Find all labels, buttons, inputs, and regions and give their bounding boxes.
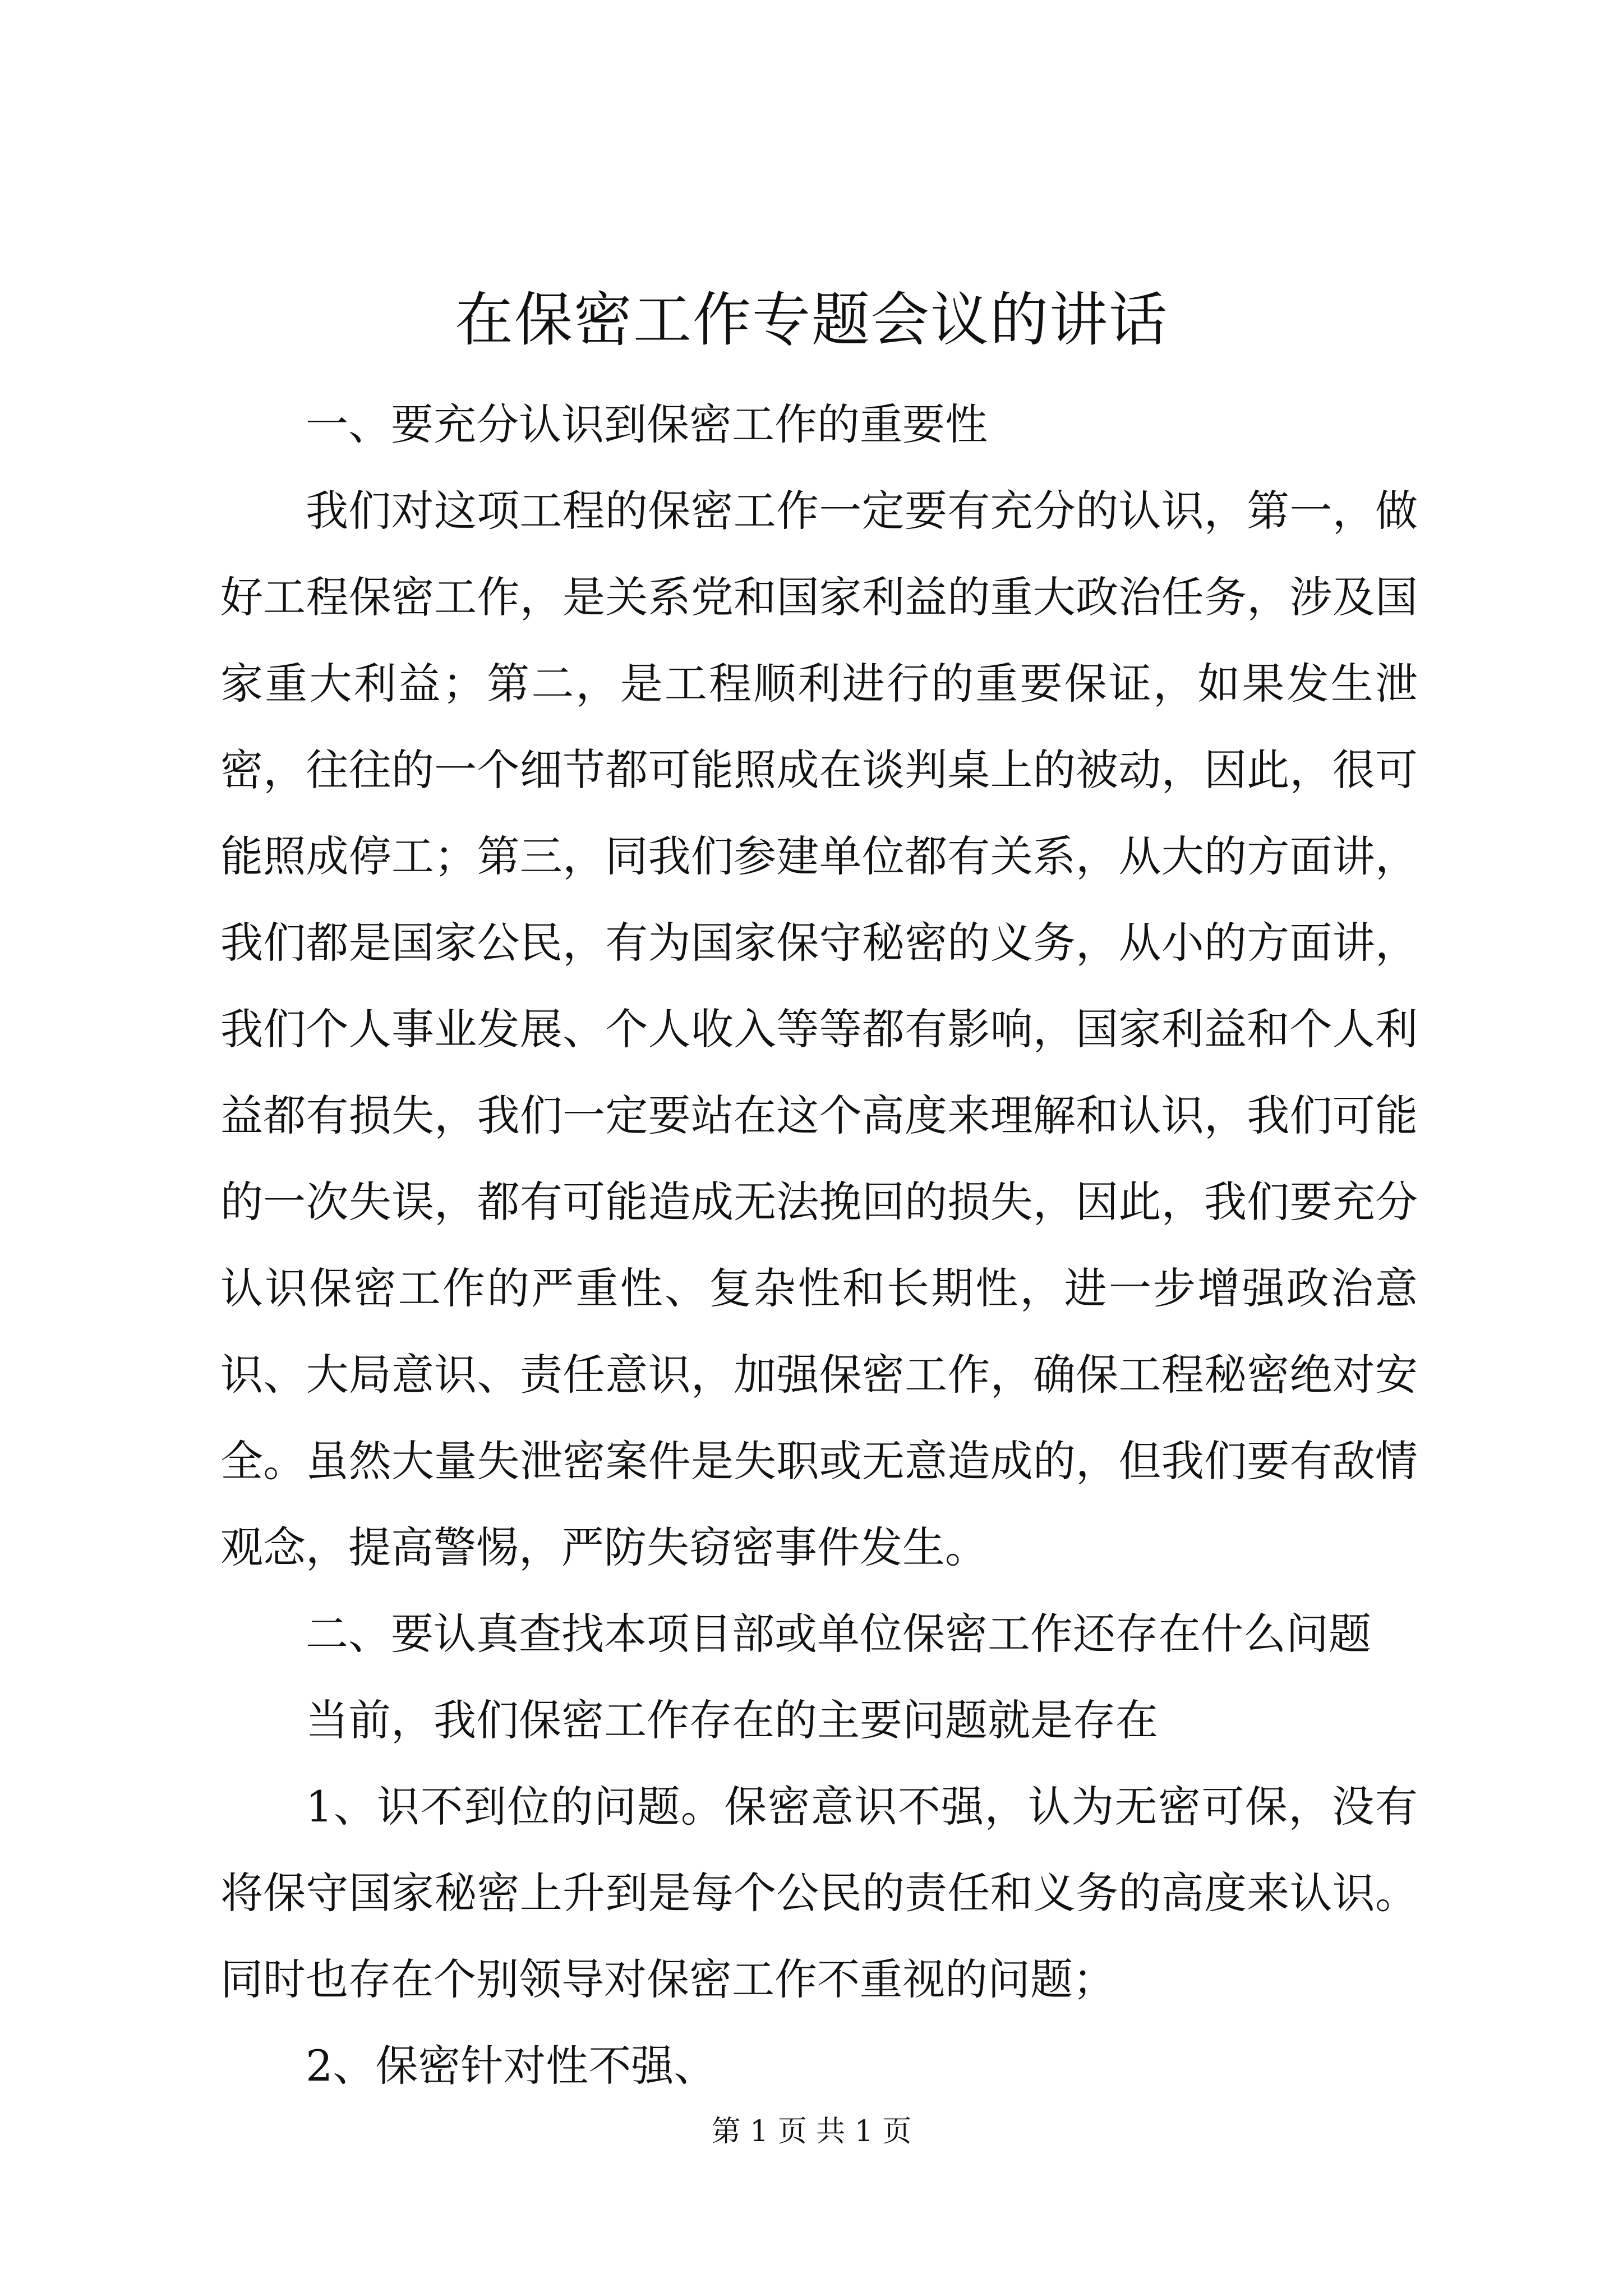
body-paragraph: 我们对这项工程的保密工作一定要有充分的认识，第一，做好工程保密工作，是关系党和国家利益的重大政治任务，涉及国家重大利益；第二，是工程顺利进行的重要保证，如果发生泄密，往往的一个细节都可能照成在谈判桌上的被动，因此，很可能照成停工；第三，同我们参建单位都有关系，从大的方面讲，我们都是国家公民，有为国家保守秘密的义务，从小的方面讲，我们个人事业发展、个人收入等等都有影响，国家利益和个人利益都有损失，我们一定要站在这个高度来理解和认识，我们可能的一次失误，都有可能造成无法挽回的损失，因此，我们要充分认识保密工作的严重性、复杂性和长期性，进一步增强政治意识、大局意识、责任意识，加强保密工作，确保工程秘密绝对安全。虽然大量失泄密案件是失职或无意造成的，但我们要有敌情观念，提高警惕，严防失窃密事件发生。 — [220, 486, 1418, 1572]
section-heading-2: 二、要认真查找本项目部或单位保密工作还存在什么问题 — [306, 1609, 1371, 1659]
document-body — [220, 381, 1418, 2109]
document-title: 在保密工作专题会议的讲话 — [454, 286, 1168, 354]
body-paragraph: 当前，我们保密工作存在的主要问题就是存在 — [306, 1695, 1158, 1745]
page-footer: 第 1 页 共 1 页 — [711, 2115, 912, 2148]
list-item-1: 1、识不到位的问题。保密意识不强，认为无密可保，没有将保守国家秘密上升到是每个公民的责任和义务的高度来认识。同时也存在个别领导对保密工作不重视的问题； — [220, 1782, 1418, 2004]
list-item-2: 2、保密针对性不强、 — [306, 2041, 717, 2091]
section-heading-1: 一、要充分认识到保密工作的重要性 — [306, 399, 988, 449]
